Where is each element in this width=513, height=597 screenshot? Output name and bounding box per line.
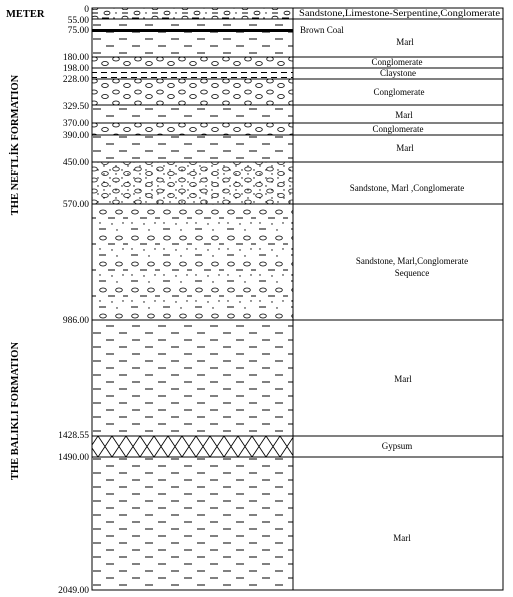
layer-description: Sandstone,Limestone-Serpentine,Conglomerate (299, 8, 500, 18)
layer-fill-sequence (92, 204, 293, 320)
depth-label: 390.00 (62, 131, 89, 141)
depth-label: 228.00 (62, 75, 89, 85)
depth-label: 370.00 (62, 119, 89, 129)
formation-label-balikli: THE BALIKLI FORMATION (10, 341, 21, 481)
depth-label: 450.00 (62, 158, 89, 168)
layer-fill-claystone (92, 68, 293, 79)
layer-fill-marl-balikli (92, 320, 293, 436)
depth-label: 329.50 (62, 102, 89, 112)
layer-description: Sandstone, Marl,Conglomerate Sequence (355, 256, 469, 278)
depth-label: 570.00 (62, 200, 89, 210)
depth-label: 1428.55 (58, 431, 89, 441)
depth-label: 198.00 (62, 64, 89, 74)
layer-description: Sandstone, Marl ,Conglomerate (349, 183, 465, 193)
layer-description: Conglomerate (373, 87, 425, 97)
layer-fill-marl-lower (92, 457, 293, 590)
layer-description: Marl (394, 374, 412, 384)
layer-fill-sandstone-marl-conglomerate-extra (92, 162, 293, 204)
depth-label: 0 (84, 5, 89, 15)
lithology-column (92, 8, 293, 590)
layer-description: Claystone (380, 68, 416, 78)
layer-fill-conglomerate-thin (92, 57, 293, 68)
formation-label-neftlik: THE NEFTLİK FORMATION (10, 74, 21, 216)
layer-description: Marl (393, 533, 411, 543)
layer-description: Gypsum (381, 441, 413, 451)
depth-scale (58, 5, 89, 596)
layer-fill-conglomerate-2 (92, 123, 293, 135)
meter-header: METER (6, 9, 45, 20)
layer-fill-conglomerate-thick (92, 79, 293, 105)
layer-description: Conglomerate (372, 124, 424, 134)
layer-fill-gypsum (92, 436, 293, 457)
layer-description: Brown Coal (300, 25, 344, 35)
layer-fill-marl-3 (92, 135, 293, 162)
depth-label: 180.00 (62, 53, 89, 63)
depth-label: 75.00 (67, 26, 89, 36)
layer-description: Marl (396, 37, 414, 47)
layer-description: Marl (396, 143, 414, 153)
depth-label: 1490.00 (58, 453, 89, 463)
depth-label: 986.00 (62, 316, 89, 326)
layer-fill-marl-2 (92, 105, 293, 123)
depth-label: 2049.00 (58, 586, 89, 596)
layer-description: Conglomerate (371, 57, 423, 67)
depth-label: 55.00 (67, 16, 89, 26)
layer-fill-marl-upper (92, 19, 293, 27)
layer-descriptions (299, 8, 500, 543)
layer-fill-marl (92, 32, 293, 57)
layer-description: Marl (395, 110, 413, 120)
layer-fill-sandstone-limestone (92, 8, 293, 19)
